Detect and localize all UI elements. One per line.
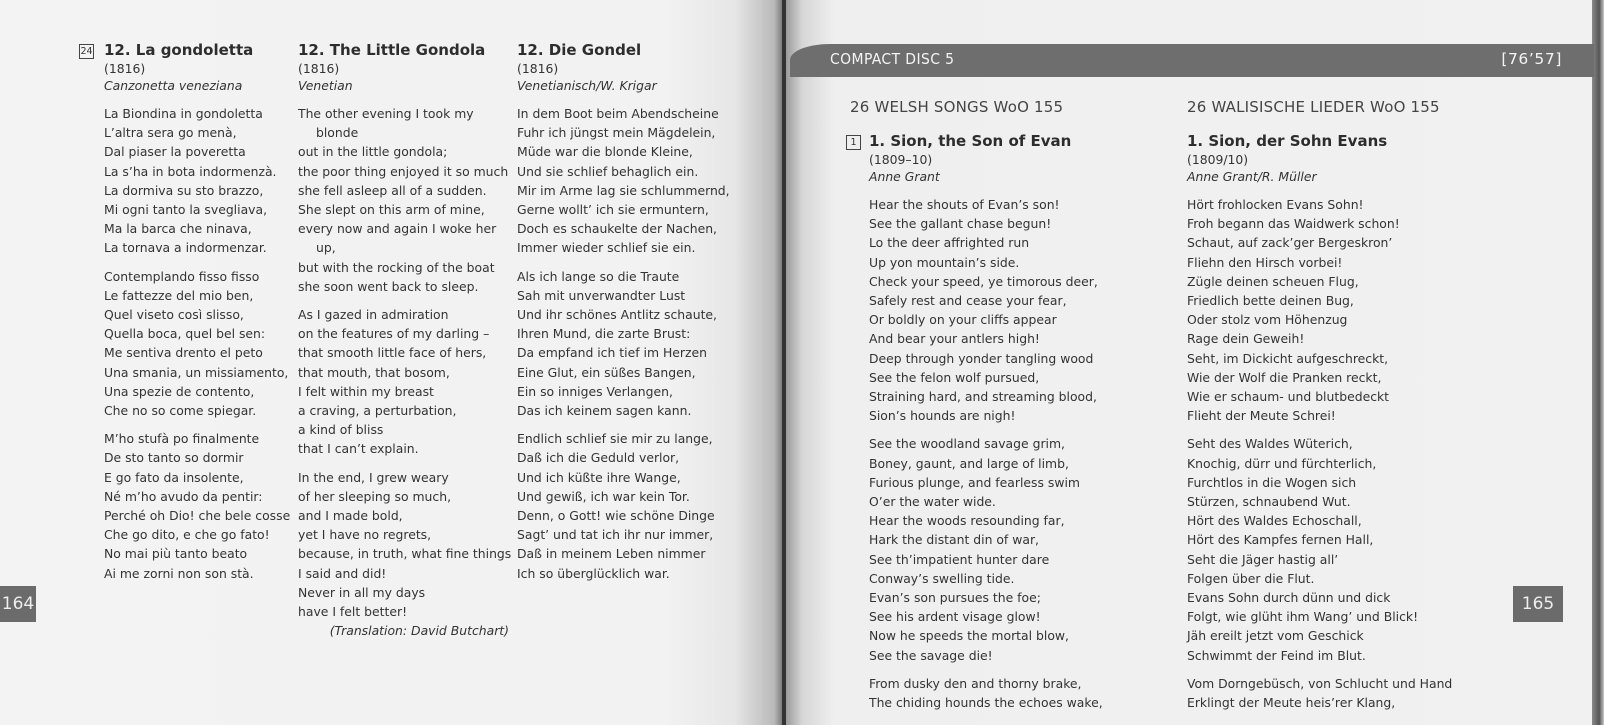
song-subtitle: Venetianisch/W. Krigar	[517, 78, 657, 93]
lyric-line: See his ardent visage glow!	[869, 609, 1041, 625]
lyric-line: Me sentiva drento el peto	[104, 345, 263, 361]
italian-lyrics-column	[104, 40, 294, 592]
lyric-line: Ein so inniges Verlangen,	[517, 383, 673, 399]
lyric-line: Daß ich die Geduld verlor,	[517, 450, 680, 466]
lyric-line: Now he speeds the mortal blow,	[869, 628, 1069, 644]
song-title: 12. La gondoletta	[104, 41, 254, 59]
disc-title: COMPACT DISC 5	[830, 50, 955, 68]
song-subtitle: Venetian	[298, 78, 353, 93]
lyrics-body	[104, 104, 294, 583]
lyric-line: Una smania, un missiamento,	[104, 364, 289, 380]
lyric-line: See the savage die!	[869, 647, 993, 663]
lyric-line: on the features of my darling –	[298, 326, 490, 342]
lyric-line: Vom Dorngebüsch, von Schlucht und Hand	[1187, 675, 1453, 691]
stanza	[517, 267, 732, 421]
lyric-line: Und sie schlief behaglich ein.	[517, 163, 699, 179]
lyric-line: Erklingt der Meute heis’rer Klang,	[1187, 695, 1396, 711]
lyric-line: See the felon wolf pursued,	[869, 369, 1040, 385]
lyric-line: Froh begann das Waidwerk schon!	[1187, 216, 1400, 232]
disc-duration: [76’57]	[1501, 50, 1562, 68]
lyric-line: Né m’ho avudo da pentir:	[104, 488, 263, 504]
german-lyrics-column	[517, 40, 732, 592]
lyric-line: Hört frohlocken Evans Sohn!	[1187, 197, 1364, 212]
lyric-line: Doch es schaukelte der Nachen,	[517, 221, 717, 237]
lyric-line: Endlich schlief sie mir zu lange,	[517, 431, 713, 447]
lyric-line: Folgen über die Flut.	[1187, 570, 1315, 586]
lyrics-body	[869, 195, 1169, 712]
lyric-line: Wie der Wolf die Pranken reckt,	[1187, 369, 1382, 385]
stanza	[517, 104, 732, 258]
welsh-english-lyrics-column	[869, 131, 1169, 721]
lyric-line: Seht des Waldes Wüterich,	[1187, 436, 1353, 452]
lyric-line: M’ho stufà po finalmente	[104, 431, 260, 447]
lyric-line: she soon went back to sleep.	[298, 278, 479, 294]
lyric-line: De sto tanto so dormir	[104, 450, 244, 466]
track-number-box: 24	[80, 46, 93, 57]
song-subtitle: Canzonetta veneziana	[104, 78, 243, 93]
lyric-line: Sion’s hounds are nigh!	[869, 408, 1016, 424]
stanza	[1187, 434, 1487, 664]
lyric-line: Als ich lange so die Traute	[517, 268, 680, 284]
lyric-line: La s’ha in bota indormenzà.	[104, 163, 277, 179]
lyric-line: Da empfand ich tief im Herzen	[517, 345, 707, 361]
lyric-line: See the woodland savage grim,	[869, 436, 1065, 452]
lyric-line: Und ich küßte ihre Wange,	[517, 469, 681, 485]
lyric-line: Lo the deer affrighted run	[869, 235, 1030, 251]
lyric-line: Ai me zorni non son stà.	[104, 565, 254, 581]
left-page	[0, 0, 782, 725]
lyric-line: Never in all my days	[298, 584, 426, 600]
lyric-line: Denn, o Gott! wie schöne Dinge	[517, 508, 715, 524]
lyric-line: Rage dein Geweih!	[1187, 331, 1305, 347]
lyric-line: La dormiva su sto brazzo,	[104, 182, 264, 198]
lyric-line: of her sleeping so much,	[298, 488, 452, 504]
lyric-line: every now and again I woke her	[298, 221, 497, 237]
lyrics-body	[517, 104, 732, 583]
stanza	[869, 434, 1169, 664]
song-year: (1816)	[104, 61, 146, 76]
lyric-line: Und gewiß, ich war kein Tor.	[517, 488, 690, 504]
lyric-line: Ich so überglücklich war.	[517, 565, 670, 581]
lyric-line: Wie er schaum- und blutbedeckt	[1187, 389, 1390, 405]
section-title-english: 26 WELSH SONGS WoO 155	[850, 98, 1064, 116]
lyric-line: In the end, I grew weary	[298, 469, 449, 485]
song-year: (1809–10)	[869, 152, 933, 167]
song-year: (1809/10)	[1187, 152, 1249, 167]
lyric-line: E go fato da insolente,	[104, 469, 244, 485]
lyric-line: she fell asleep all of a sudden.	[298, 182, 487, 198]
lyric-line: Furious plunge, and fearless swim	[869, 474, 1080, 490]
lyric-line: a craving, a perturbation,	[298, 403, 457, 419]
lyric-line: Knochig, dürr und fürchterlich,	[1187, 455, 1377, 471]
lyric-line: Hört des Kampfes fernen Hall,	[1187, 532, 1374, 548]
stanza	[1187, 674, 1487, 712]
lyric-line: blonde	[316, 125, 359, 141]
lyric-line: Boney, gaunt, and large of limb,	[869, 455, 1069, 471]
lyric-line: Flieht der Meute Schrei!	[1187, 408, 1336, 424]
lyric-line: No mai più tanto beato	[104, 546, 248, 562]
lyric-line: As I gazed in admiration	[298, 307, 449, 323]
lyric-line: Mi ogni tanto la svegliava,	[104, 202, 268, 218]
lyric-line: Mir im Arme lag sie schlummernd,	[517, 182, 730, 198]
lyric-line: Seht die Jäger hastig all’	[1187, 551, 1339, 567]
stanza	[517, 429, 732, 583]
lyric-line: Zügle deinen scheuen Flug,	[1187, 273, 1359, 289]
lyric-line: Eine Glut, ein süßes Bangen,	[517, 364, 696, 380]
lyric-line: She slept on this arm of mine,	[298, 202, 485, 218]
lyric-line: Una spezie de contento,	[104, 383, 255, 399]
stanza	[104, 104, 294, 258]
section-title-german: 26 WALISISCHE LIEDER WoO 155	[1187, 98, 1440, 116]
lyric-line: Up yon mountain’s side.	[869, 254, 1020, 270]
disc-banner	[790, 44, 1594, 77]
lyric-line: I felt within my breast	[298, 383, 434, 399]
lyric-line: And bear your antlers high!	[869, 331, 1040, 347]
welsh-german-lyrics-column	[1187, 131, 1487, 721]
lyric-line: Hear the woods resounding far,	[869, 513, 1065, 529]
lyric-line: See the gallant chase begun!	[869, 216, 1052, 232]
lyric-line: yet I have no regrets,	[298, 527, 432, 543]
lyric-line: Conway’s swelling tide.	[869, 570, 1015, 586]
english-lyrics-column	[298, 40, 513, 640]
song-title: 12. Die Gondel	[517, 41, 642, 59]
lyric-line: Hark the distant din of war,	[869, 532, 1039, 548]
stanza	[869, 195, 1169, 425]
lyric-line: Sagt’ und tat ich ihr nur immer,	[517, 527, 714, 543]
track-number-box: 1	[846, 135, 861, 150]
lyric-line: La Biondina in gondoletta	[104, 106, 263, 121]
lyric-line: Or boldly on your cliffs appear	[869, 312, 1057, 328]
lyric-line: In dem Boot beim Abendscheine	[517, 106, 719, 121]
lyrics-body	[298, 104, 513, 621]
lyric-line: a kind of bliss	[298, 422, 384, 438]
lyric-line: Dal piaser la poveretta	[104, 144, 246, 160]
lyric-line: Evans Sohn durch dünn und dick	[1187, 590, 1391, 606]
stanza	[104, 267, 294, 421]
lyric-line: Check your speed, ye timorous deer,	[869, 273, 1098, 289]
lyric-line: Le fattezze del mio ben,	[104, 287, 254, 303]
lyric-line: Immer wieder schlief sie ein.	[517, 240, 696, 256]
lyric-line: that mouth, that bosom,	[298, 364, 450, 380]
lyric-line: Folgt, wie glüht ihm Wang’ und Blick!	[1187, 609, 1419, 625]
lyric-line: Quella boca, quel bel sen:	[104, 326, 266, 342]
song-title: 12. The Little Gondola	[298, 41, 486, 59]
lyric-line: Ma la barca che ninava,	[104, 221, 252, 237]
lyric-line: Contemplando fisso fisso	[104, 268, 260, 284]
lyric-line: Che no so come spiegar.	[104, 403, 257, 419]
lyric-line: The other evening I took my	[298, 106, 474, 121]
lyric-line: Schwimmt der Feind im Blut.	[1187, 647, 1366, 663]
lyric-line: the poor thing enjoyed it so much	[298, 163, 509, 179]
lyric-line: La tornava a indormenzar.	[104, 240, 267, 256]
lyrics-body	[1187, 195, 1487, 712]
lyric-line: Daß in meinem Leben nimmer	[517, 546, 706, 562]
lyric-line: Perché oh Dio! che bele cosse	[104, 508, 291, 524]
lyric-line: have I felt better!	[298, 604, 408, 620]
lyric-line: Furchtlos in die Wogen sich	[1187, 474, 1357, 490]
lyric-line: Quel viseto così slisso,	[104, 307, 244, 323]
lyric-line: Sah mit unverwandter Lust	[517, 287, 686, 303]
lyric-line: The chiding hounds the echoes wake,	[869, 695, 1103, 711]
lyric-line: Safely rest and cease your fear,	[869, 293, 1067, 309]
page-number-tab: 165	[1513, 586, 1563, 622]
translation-credit: (Translation: David Butchart)	[329, 623, 509, 639]
stanza	[104, 429, 294, 583]
page-edge	[1592, 0, 1604, 725]
song-title: 1. Sion, the Son of Evan	[869, 132, 1072, 150]
lyric-line: Straining hard, and streaming blood,	[869, 389, 1097, 405]
lyric-line: because, in truth, what fine things	[298, 546, 512, 562]
lyric-line: Fliehn den Hirsch vorbei!	[1187, 254, 1343, 270]
stanza	[869, 674, 1169, 712]
lyric-line: Müde war die blonde Kleine,	[517, 144, 693, 160]
lyric-line: Gerne wollt’ ich sie ermuntern,	[517, 202, 709, 218]
lyric-line: Schaut, auf zack’ger Bergeskron’	[1187, 235, 1393, 251]
lyric-line: Seht, im Dickicht aufgeschreckt,	[1187, 350, 1389, 366]
lyric-line: Stürzen, schnaubend Wut.	[1187, 494, 1351, 510]
lyric-line: Hört des Waldes Echoschall,	[1187, 513, 1362, 529]
stanza	[298, 468, 513, 622]
stanza	[298, 104, 513, 296]
lyric-line: but with the rocking of the boat	[298, 259, 495, 275]
song-year: (1816)	[298, 61, 340, 76]
lyric-line: that I can’t explain.	[298, 441, 419, 457]
lyric-line: Fuhr ich jüngst mein Mägdelein,	[517, 125, 716, 141]
song-subtitle: Anne Grant/R. Müller	[1187, 169, 1317, 184]
lyric-line: L’altra sera go menà,	[104, 125, 237, 141]
lyric-line: Hear the shouts of Evan’s son!	[869, 197, 1060, 212]
lyric-line: O’er the water wide.	[869, 494, 996, 510]
lyric-line: Friedlich bette deinen Bug,	[1187, 293, 1354, 309]
song-title: 1. Sion, der Sohn Evans	[1187, 132, 1388, 150]
lyric-line: See th’impatient hunter dare	[869, 551, 1050, 567]
lyric-line: and I made bold,	[298, 508, 403, 524]
lyric-line: Das ich keinem sagen kann.	[517, 403, 692, 419]
song-subtitle: Anne Grant	[869, 169, 940, 184]
lyric-line: that smooth little face of hers,	[298, 345, 487, 361]
lyric-line: Oder stolz vom Höhenzug	[1187, 312, 1348, 328]
song-year: (1816)	[517, 61, 559, 76]
lyric-line: I said and did!	[298, 565, 387, 581]
lyric-line: From dusky den and thorny brake,	[869, 675, 1082, 691]
page-number-tab: 164	[0, 586, 36, 622]
lyric-line: Und ihr schönes Antlitz schaute,	[517, 307, 717, 323]
lyric-line: Evan’s son pursues the foe;	[869, 590, 1041, 606]
lyric-line: Deep through yonder tangling wood	[869, 350, 1094, 366]
lyric-line: Che go dito, e che go fato!	[104, 527, 270, 543]
stanza	[298, 305, 513, 459]
lyric-line: out in the little gondola;	[298, 144, 448, 160]
lyric-line: Jäh ereilt jetzt vom Geschick	[1187, 628, 1364, 644]
stanza	[1187, 195, 1487, 425]
lyric-line: up,	[316, 240, 336, 256]
lyric-line: Ihren Mund, die zarte Brust:	[517, 326, 691, 342]
